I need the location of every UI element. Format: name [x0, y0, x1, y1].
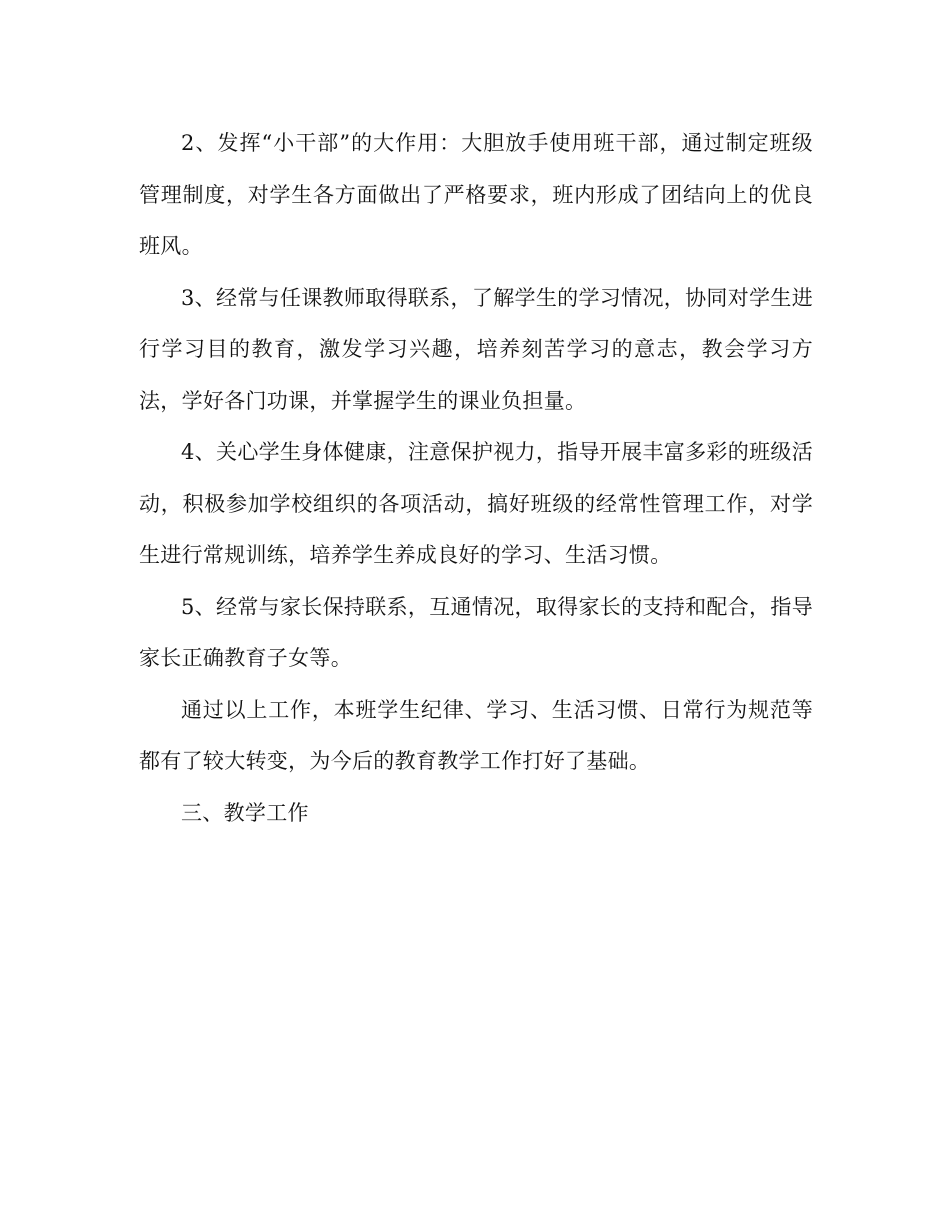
paragraph-item-2: 2、发挥“小干部”的大作用：大胆放手使用班干部，通过制定班级管理制度，对学生各方面做出了严格要求，班内形成了团结向上的优良班风。 — [139, 131, 813, 258]
section-heading-teaching-work: 三、教学工作 — [181, 800, 309, 825]
paragraph-item-5: 5、经常与家长保持联系，互通情况，取得家长的支持和配合，指导家长正确教育子女等。 — [139, 594, 813, 670]
paragraph-summary: 通过以上工作，本班学生纪律、学习、生活习惯、日常行为规范等都有了较大转变，为今后的教育教学工作打好了基础。 — [139, 697, 813, 773]
document-body — [139, 118, 813, 839]
paragraph-item-3: 3、经常与任课教师取得联系，了解学生的学习情况，协同对学生进行学习目的教育，激发学习兴趣，培养刻苦学习的意志，教会学习方法，学好各门功课，并掌握学生的课业负担量。 — [139, 285, 813, 413]
paragraph-item-4: 4、关心学生身体健康，注意保护视力，指导开展丰富多彩的班级活动，积极参加学校组织的各项活动，搞好班级的经常性管理工作，对学生进行常规训练，培养学生养成良好的学习、生活习惯。 — [139, 440, 813, 567]
